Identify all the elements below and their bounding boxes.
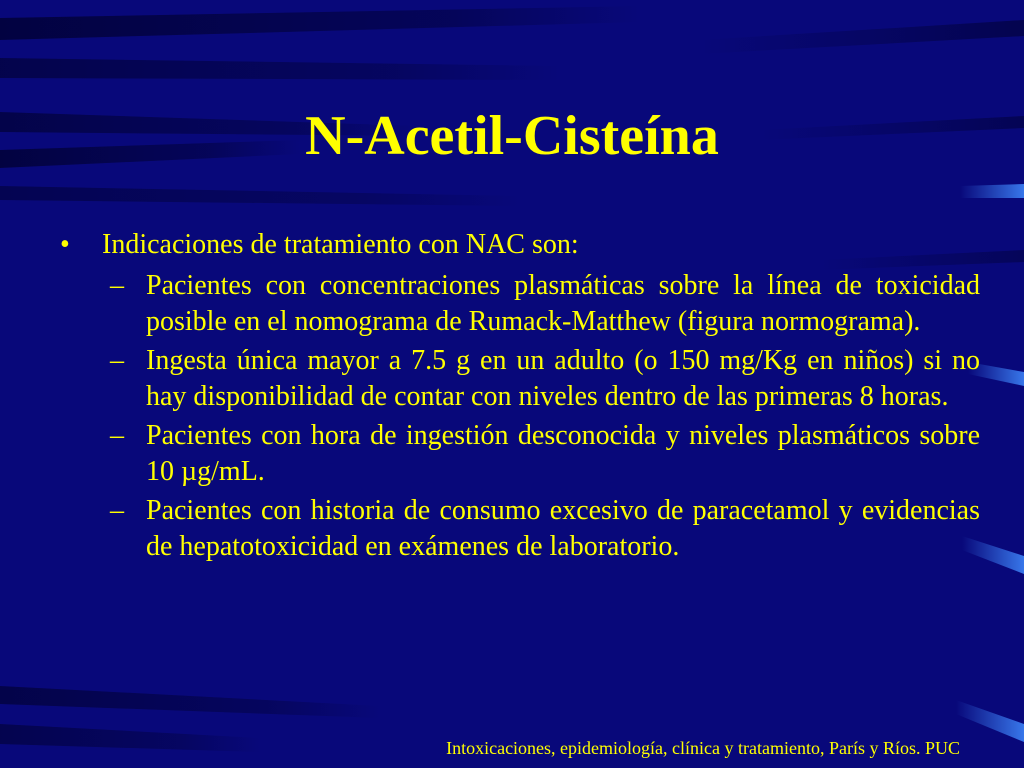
bullet-marker: • [60, 229, 70, 260]
dash-marker: – [110, 270, 124, 301]
sub-bullet-text: Pacientes con hora de ingestión desconocida y niveles plasmáticos sobre 10 µg/mL. [146, 420, 980, 487]
sub-bullet [110, 343, 980, 414]
main-bullet-text: Indicaciones de tratamiento con NAC son: [102, 229, 579, 260]
dash-marker: – [110, 345, 124, 376]
slide-footer: Intoxicaciones, epidemiología, clínica y tratamiento, París y Ríos. PUC [446, 738, 960, 758]
sub-bullet-text: Pacientes con historia de consumo excesivo de paracetamol y evidencias de hepatotoxicidad en exámenes de laboratorio. [146, 495, 980, 562]
slide-content [56, 226, 980, 564]
dash-marker: – [110, 420, 124, 451]
sub-bullet [110, 493, 980, 564]
sub-bullet-list [56, 268, 980, 564]
sub-bullet [110, 268, 980, 339]
sub-bullet-text: Pacientes con concentraciones plasmáticas sobre la línea de toxicidad posible en el nomograma de Rumack-Matthew (figura normograma). [146, 270, 980, 337]
sub-bullet [110, 418, 980, 489]
slide-title: N-Acetil-Cisteína [305, 105, 719, 167]
dash-marker: – [110, 495, 124, 526]
main-bullet [56, 226, 980, 264]
sub-bullet-text: Ingesta única mayor a 7.5 g en un adulto (o 150 mg/Kg en niños) si no hay disponibilidad de contar con niveles dentro de las primeras 8 horas. [146, 345, 980, 412]
